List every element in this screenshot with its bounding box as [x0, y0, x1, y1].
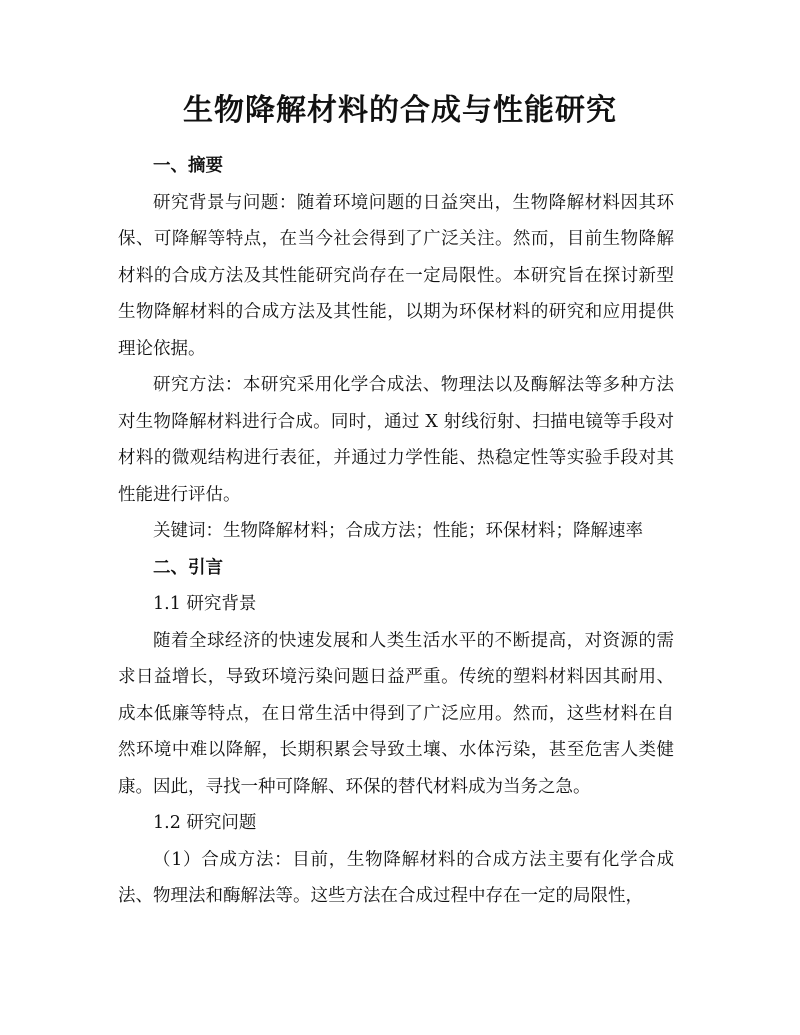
subsection-heading-problem: 1.2 研究问题 — [153, 813, 257, 833]
document-body — [118, 148, 674, 915]
abstract-background-paragraph: 研究背景与问题：随着环境问题的日益突出，生物降解材料因其环保、可降解等特点，在当今社会得到了广泛关注。然而，目前生物降解材料的合成方法及其性能研究尚存在一定局限性。本研究旨在探讨新型生物降解材料的合成方法及其性能，以期为环保材料的研究和应用提供理论依据。 — [118, 192, 674, 359]
abstract-methods-paragraph: 研究方法：本研究采用化学合成法、物理法以及酶解法等多种方法对生物降解材料进行合成。同时，通过 X 射线衍射、扫描电镜等手段对材料的微观结构进行表征，并通过力学性能、热稳定性等实验手段对其性能进行评估。 — [118, 375, 674, 505]
section-heading-introduction: 二、引言 — [153, 557, 223, 578]
document-title: 生物降解材料的合成与性能研究 — [183, 93, 617, 128]
problem-paragraph: （1）合成方法：目前，生物降解材料的合成方法主要有化学合成法、物理法和酶解法等。这些方法在合成过程中存在一定的局限性， — [118, 849, 674, 906]
section-heading-abstract: 一、摘要 — [153, 156, 223, 176]
keywords-line: 关键词：生物降解材料；合成方法；性能；环保材料；降解速率 — [153, 521, 643, 541]
subsection-heading-background: 1.1 研究背景 — [153, 594, 257, 614]
background-paragraph: 随着全球经济的快速发展和人类生活水平的不断提高，对资源的需求日益增长，导致环境污染问题日益严重。传统的塑料材料因其耐用、成本低廉等特点，在日常生活中得到了广泛应用。然而，这些材料在自然环境中难以降解，长期积累会导致土壤、水体污染，甚至危害人类健康。因此，寻找一种可降解、环保的替代材料成为当务之急。 — [118, 630, 674, 797]
